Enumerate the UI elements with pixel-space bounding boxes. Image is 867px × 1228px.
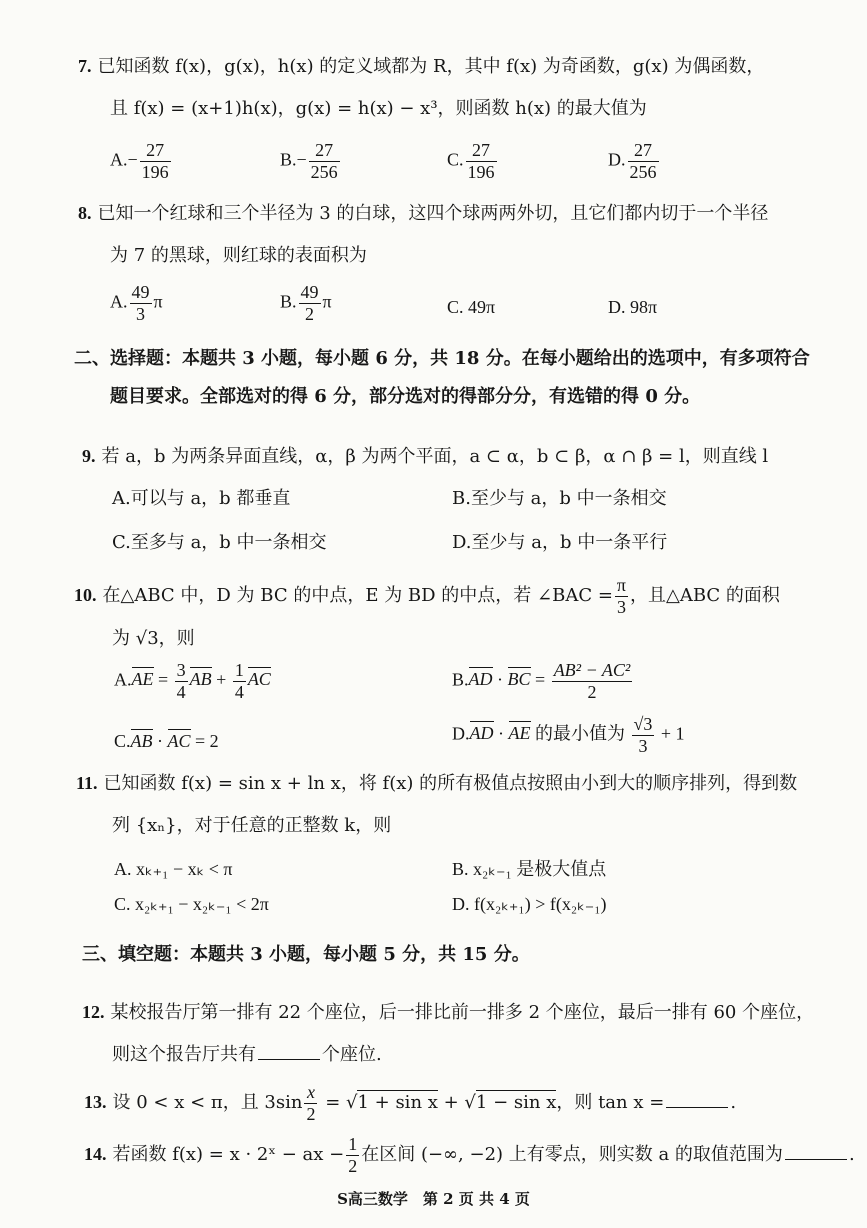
- page-footer: S高三数学 第 2 页 共 4 页: [337, 1190, 530, 1208]
- fraction: $\frac{49}{3}$: [131, 282, 150, 324]
- question-7-line1: [78, 55, 764, 79]
- question-number: 7.: [78, 56, 92, 76]
- answer-blank[interactable]: [666, 1107, 728, 1108]
- q10-option-d: D.AD · AE 的最小值为 $\frac{√3}{3}$ + 1: [452, 714, 685, 756]
- answer-blank[interactable]: [785, 1159, 847, 1160]
- question-12-line1: [82, 1001, 814, 1025]
- q8-option-a: A. $\frac{49}{3}$ π: [110, 282, 163, 324]
- question-number: 8.: [78, 203, 92, 223]
- fraction: $\frac{49}{2}$: [300, 282, 319, 324]
- q8-option-c: C. 49π: [447, 297, 496, 317]
- question-10-line2: 为 √3，则: [112, 628, 195, 649]
- question-text: 已知函数 f(x) = sin x + ln x，将 f(x) 的所有极值点按照由小到大的顺序排列，得到数: [103, 773, 798, 794]
- question-13: 13. 设 0 < x < π，且 3sin $\frac{x}{2}$ = √1 + sin x + √1 − sin x，则 tan x = .: [84, 1082, 737, 1124]
- q11-option-b: B. x₂ₖ₋₁ 是极大值点: [452, 859, 607, 879]
- question-number: 12.: [82, 1002, 105, 1022]
- section-3-heading: 三、填空题：本题共 3 小题，每小题 5 分，共 15 分。: [82, 944, 530, 965]
- q10-option-b: B.AD · BC = $\frac{\text{AB² − AC²}}{2}$: [452, 660, 631, 702]
- section-2-heading: 二、选择题：本题共 3 小题，每小题 6 分，共 18 分。在每小题给出的选项中，有多项符合: [74, 348, 810, 369]
- fraction: $\frac{\pi}{3}$: [616, 575, 626, 617]
- question-text: 已知函数 f(x)，g(x)，h(x) 的定义域都为 R，其中 f(x) 为奇函数，g(x) 为偶函数，: [97, 56, 765, 77]
- answer-blank[interactable]: [258, 1059, 320, 1060]
- question-number: 13.: [84, 1092, 107, 1113]
- question-number: 9.: [82, 446, 96, 466]
- section-2-heading-line2: 题目要求。全部选对的得 6 分，部分选对的得部分分，有选错的得 0 分。: [110, 386, 701, 407]
- question-9-line1: [82, 445, 768, 469]
- q9-option-a: A.可以与 a，b 都垂直: [112, 488, 291, 509]
- question-10-line1: 10. 在△ABC 中，D 为 BC 的中点，E 为 BD 的中点，若 ∠BAC = $\frac{\pi}{3}$ ，且△ABC 的面积: [74, 575, 780, 617]
- q9-option-c: C.至多与 a，b 中一条相交: [112, 532, 327, 553]
- q7-option-a: A.− $\frac{27}{196}$: [110, 140, 169, 182]
- question-7-line2: 且 f(x) = (x+1)h(x)，g(x) = h(x) − x³，则函数 h(x) 的最大值为: [110, 98, 647, 119]
- q11-option-c: C. x₂ₖ₊₁ − x₂ₖ₋₁ < 2π: [114, 894, 269, 914]
- question-text: 某校报告厅第一排有 22 个座位，后一排比前一排多 2 个座位，最后一排有 60 个座位，: [110, 1002, 815, 1023]
- q9-option-b: B.至少与 a，b 中一条相交: [452, 488, 667, 509]
- fraction: $\frac{27}{256}$: [310, 140, 338, 182]
- question-14: 14. 若函数 f(x) = x · 2ˣ − ax − $\frac{1}{2}$ 在区间 (−∞, −2) 上有零点，则实数 a 的取值范围为 .: [84, 1134, 855, 1176]
- question-8-line2: 为 7 的黑球，则红球的表面积为: [110, 245, 367, 266]
- q10-option-c: C.AB · AC = 2: [114, 731, 219, 751]
- question-8-line1: [78, 202, 768, 226]
- fraction: $\frac{27}{196}$: [141, 140, 169, 182]
- q7-option-c: C. $\frac{27}{196}$: [447, 140, 495, 182]
- q11-option-a: A. xₖ₊₁ − xₖ < π: [114, 859, 233, 879]
- question-11-line1: [76, 772, 797, 796]
- q11-option-d: D. f(x₂ₖ₊₁) > f(x₂ₖ₋₁): [452, 894, 607, 914]
- q9-option-d: D.至少与 a，b 中一条平行: [452, 532, 668, 553]
- question-text: 若 a，b 为两条异面直线，α，β 为两个平面，a ⊂ α，b ⊂ β，α ∩ β = l，则直线 l: [101, 446, 769, 467]
- fraction: $\frac{27}{256}$: [629, 140, 657, 182]
- question-number: 14.: [84, 1144, 107, 1165]
- q8-option-d: D. 98π: [608, 297, 658, 317]
- question-text: 已知一个红球和三个半径为 3 的白球，这四个球两两外切，且它们都内切于一个半径: [97, 203, 769, 224]
- fraction: $\frac{x}{2}$: [306, 1082, 316, 1124]
- q7-option-d: D. $\frac{27}{256}$: [608, 140, 657, 182]
- q7-option-b: B.− $\frac{27}{256}$: [280, 140, 338, 182]
- q10-option-a: A.AE = $\frac{3}{4}$ AB + $\frac{1}{4}$ AC: [114, 660, 271, 702]
- fraction: $\frac{27}{196}$: [467, 140, 495, 182]
- q8-option-b: B. $\frac{49}{2}$ π: [280, 282, 332, 324]
- question-number: 11.: [76, 773, 98, 793]
- question-11-line2: 列 {xₙ}，对于任意的正整数 k，则: [112, 815, 392, 836]
- fraction: $\frac{1}{2}$: [348, 1134, 358, 1176]
- question-12-line2: 则这个报告厅共有 个座位.: [112, 1044, 382, 1065]
- question-number: 10.: [74, 585, 97, 606]
